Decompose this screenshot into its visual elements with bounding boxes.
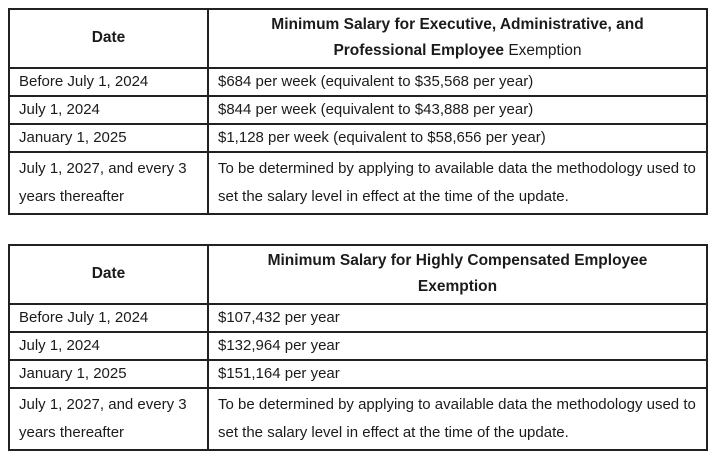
salary-cell: $107,432 per year — [208, 304, 707, 332]
date-cell: January 1, 2025 — [9, 360, 208, 388]
date-cell: January 1, 2025 — [9, 124, 208, 152]
table-row — [9, 96, 707, 124]
salary-header-line1: Minimum Salary for Executive, Administrative, and — [271, 16, 644, 33]
header-row — [9, 9, 707, 68]
salary-header-line2-bold: Professional Employee — [333, 42, 504, 60]
date-column-header: Date — [9, 9, 208, 68]
header-row — [9, 245, 707, 304]
table-row — [9, 304, 707, 332]
salary-cell: $132,964 per year — [208, 332, 707, 360]
date-cell: July 1, 2027, and every 3 years thereafter — [9, 388, 208, 450]
date-cell: July 1, 2024 — [9, 332, 208, 360]
salary-column-header — [208, 245, 707, 304]
salary-cell: To be determined by applying to available data the methodology used to set the salary level in effect at the time of the update. — [208, 388, 707, 450]
salary-header-line2-bold: Exemption — [417, 278, 498, 296]
table-row — [9, 152, 707, 214]
salary-header-line1: Minimum Salary for Highly Compensated Employee — [267, 251, 648, 269]
table-row — [9, 332, 707, 360]
salary-header-line2-regular: Exemption — [508, 42, 582, 60]
date-column-header: Date — [9, 245, 208, 304]
salary-cell: $844 per week (equivalent to $43,888 per year) — [208, 96, 707, 124]
date-cell: Before July 1, 2024 — [9, 68, 208, 96]
date-cell: July 1, 2024 — [9, 96, 208, 124]
table-row — [9, 124, 707, 152]
salary-table-eap — [8, 8, 708, 215]
date-cell: Before July 1, 2024 — [9, 304, 208, 332]
salary-cell: $151,164 per year — [208, 360, 707, 388]
salary-table-hce — [8, 244, 708, 451]
salary-column-header — [208, 9, 707, 68]
date-cell: July 1, 2027, and every 3 years thereafter — [9, 152, 208, 214]
salary-cell: $1,128 per week (equivalent to $58,656 per year) — [208, 124, 707, 152]
salary-cell: $684 per week (equivalent to $35,568 per year) — [208, 68, 707, 96]
table-row — [9, 388, 707, 450]
table-row — [9, 68, 707, 96]
salary-cell: To be determined by applying to available data the methodology used to set the salary level in effect at the time of the update. — [208, 152, 707, 214]
table-row — [9, 360, 707, 388]
table-gap — [8, 215, 710, 244]
